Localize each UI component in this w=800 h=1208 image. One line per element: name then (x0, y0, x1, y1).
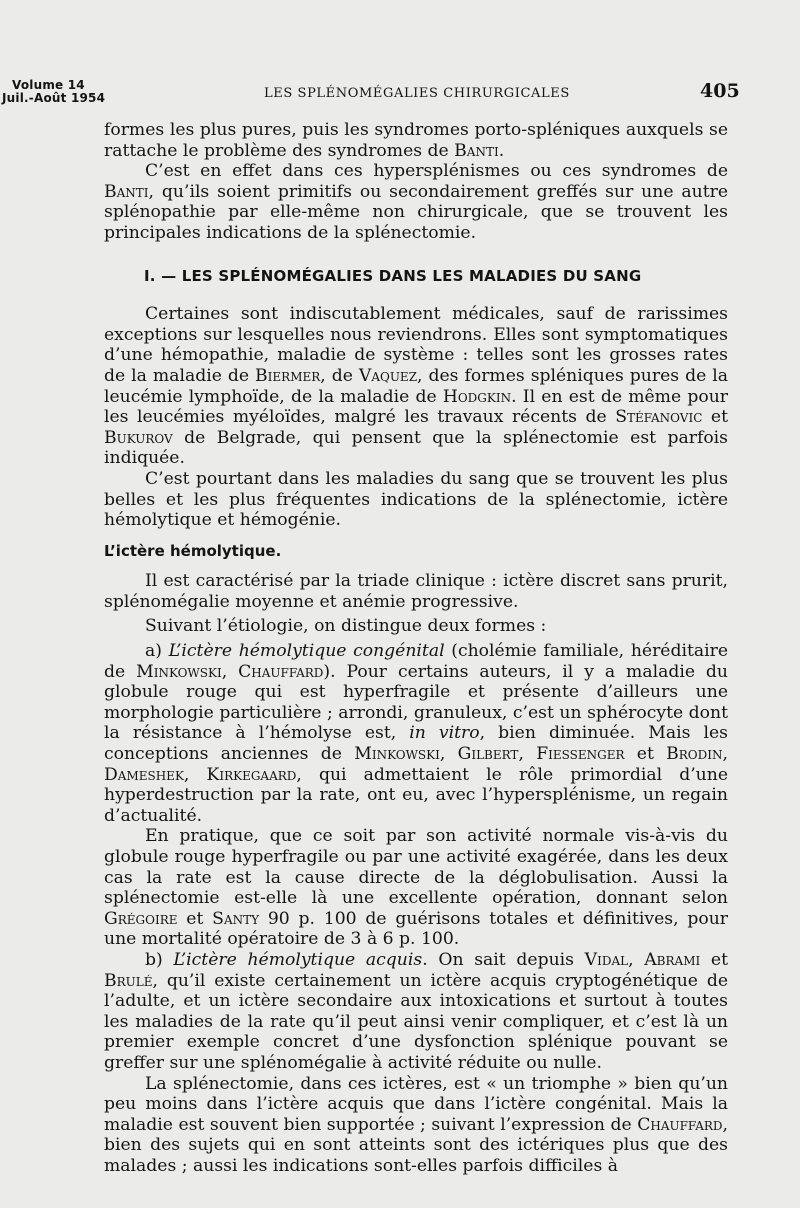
author-name: Abrami (644, 949, 701, 970)
paragraph: a) L’ictère hémolytique congénital (cholémie familiale, héréditaire de Minkowski, Chauffard). Pour certains auteurs, il y a maladie du globule rouge qui est hyperfragile et présente d’ailleurs une morphologie particulière ; arrondi, granuleux, c’est un sphérocyte dont la résistance à l’hémolyse est, in vitro, bien diminuée. Mais les conceptions anciennes de Minkowski, Gilbert, Fiessenger et Brodin, Dameshek, Kirkegaard, qui admettaient le rôle primordial d’une hyperdestruction par la rate, ont eu, avec l’hypersplénisme, un regain d’actualité. (104, 641, 728, 826)
author-name: Brulé (104, 970, 153, 991)
paragraph: Il est caractérisé par la triade clinique : ictère discret sans prurit, splénomégalie moyenne et anémie progressive. (104, 571, 728, 612)
volume-number: Volume 14 (12, 78, 85, 92)
page-number: 405 (700, 80, 740, 102)
paragraph: La splénectomie, dans ces ictères, est « un triomphe » bien qu’un peu moins dans l’ictère acquis que dans l’ictère congénital. Mais la maladie est souvent bien supportée ; suivant l’expression de Chauffard, bien des sujets qui en sont atteints sont des ictériques plus que des malades ; aussi les indications sont-elles parfois difficiles à (104, 1073, 728, 1176)
author-name: Banti (454, 140, 499, 161)
author-name: Stéfanovic (615, 407, 703, 428)
running-title: LES SPLÉNOMÉGALIES CHIRURGICALES (264, 86, 570, 101)
author-name: Vidal (584, 949, 629, 970)
paragraph: Certaines sont indiscutablement médicales, sauf de rarissimes exceptions sur lesquelles nous reviendrons. Elles sont symptomatiques d’une hémopathie, maladie de système : telles sont les grosses rates de la maladie de Biermer, de Vaquez, des formes spléniques pures de la leucémie lymphoïde, de la maladie de Hodgkin. Il en est de même pour les leucémies myéloïdes, malgré les travaux récents de Stéfanovic et Bukurov de Belgrade, qui pensent que la splénectomie est parfois indiquée. (104, 304, 728, 469)
paragraph: C’est en effet dans ces hypersplénismes ou ces syndromes de Banti, qu’ils soient primitifs ou secondairement greffés sur une autre splénopathie par elle-même non chirurgicale, que se trouvent les principales indications de la splénectomie. (104, 161, 728, 243)
subsection-heading: L’ictère hémolytique. (104, 541, 282, 560)
paragraph: C’est pourtant dans les maladies du sang que se trouvent les plus belles et les plus fréquentes indications de la splénectomie, ictère hémolytique et hémogénie. (104, 468, 728, 531)
paragraph: formes les plus pures, puis les syndromes porto-spléniques auxquels se rattache le problème des syndromes de Banti. (104, 120, 728, 161)
italic-term: L’ictère hémolytique congénital (168, 641, 445, 662)
body-text (104, 120, 728, 1177)
author-name: Chauffard (637, 1114, 723, 1135)
author-name: Kirkegaard (206, 764, 297, 785)
author-name: Biermer (255, 365, 321, 386)
author-name: Gilbert (457, 744, 519, 765)
paragraph: Suivant l’étiologie, on distingue deux formes : (145, 616, 547, 637)
author-name: Vaquez (358, 365, 418, 386)
author-name: Hodgkin (442, 386, 512, 407)
author-name: Dameshek (104, 764, 184, 785)
section-heading: I. — LES SPLÉNOMÉGALIES DANS LES MALADIES DU SANG (144, 266, 642, 285)
author-name: Brodin (666, 744, 723, 765)
italic-term: in vitro (409, 723, 480, 744)
author-name: Banti (104, 181, 149, 202)
author-name: Santy (212, 908, 260, 929)
author-name: Chauffard (238, 661, 324, 682)
author-name: Grégoire (104, 908, 178, 929)
journal-volume-info (2, 79, 105, 105)
author-name: Fiessenger (536, 744, 625, 765)
author-name: Minkowski (136, 661, 222, 682)
author-name: Bukurov (104, 427, 173, 448)
issue-date: Juil.-Août 1954 (2, 91, 106, 105)
italic-term: L’ictère hémolytique acquis (173, 949, 423, 970)
paragraph: En pratique, que ce soit par son activité normale vis-à-vis du globule rouge hyperfragile ou par une activité exagérée, dans les deux cas la rate est la cause directe de la déglobulisation. Aussi la splénectomie est-elle là une excellente opération, donnant selon Grégoire et Santy 90 p. 100 de guérisons totales et définitives, pour une mortalité opératoire de 3 à 6 p. 100. (104, 826, 728, 950)
author-name: Minkowski (354, 744, 440, 765)
paragraph: b) L’ictère hémolytique acquis. On sait depuis Vidal, Abrami et Brulé, qu’il existe certainement un ictère acquis cryptogénétique de l’adulte, et un ictère secondaire aux intoxications et surtout à toutes les maladies de la rate qu’il peut ainsi venir compliquer, et c’est là un premier exemple concret d’une dysfonction splénique pouvant se greffer sur une splénomégalie à activité réduite ou nulle. (104, 949, 729, 1073)
